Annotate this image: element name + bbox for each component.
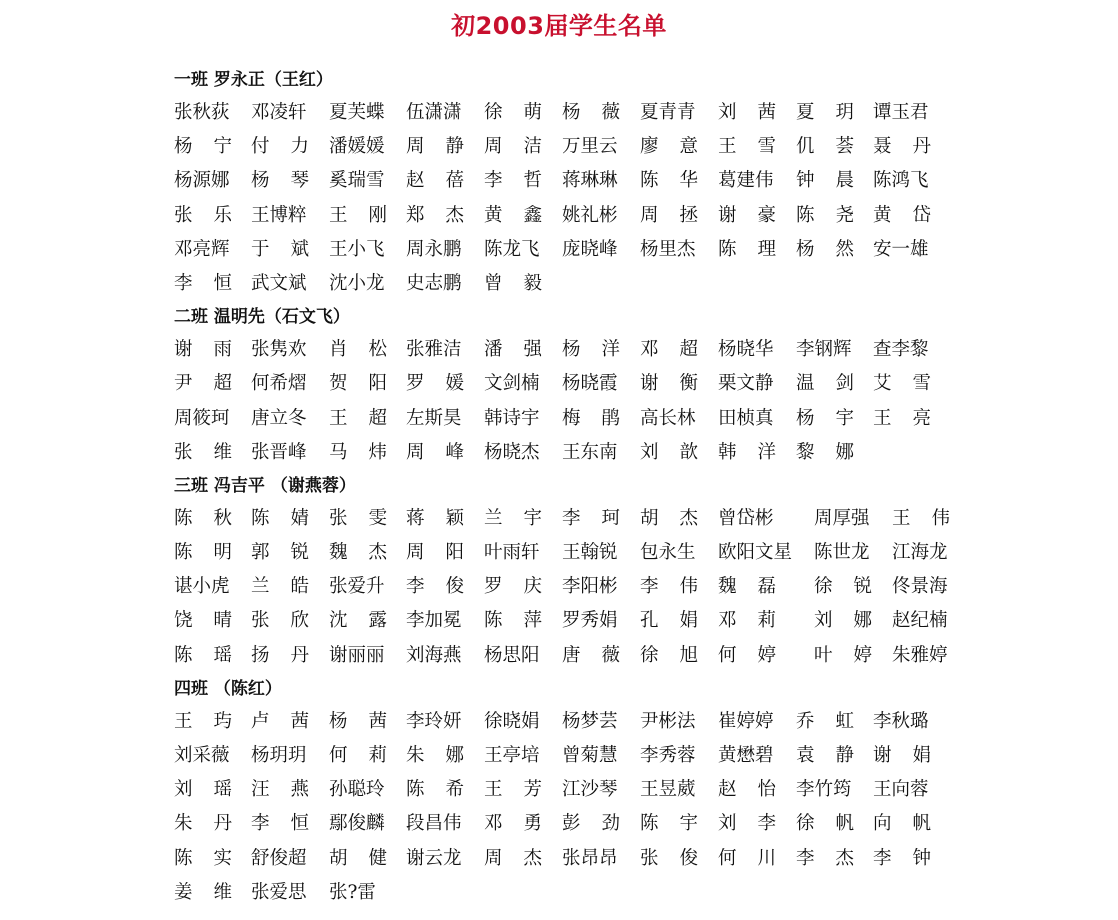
student-name: 兰 宇 xyxy=(484,507,542,529)
name-row xyxy=(174,267,1074,301)
student-name: 韩 洋 xyxy=(718,441,776,463)
student-name: 伍潇潇 xyxy=(406,102,462,123)
student-name: 张爱升 xyxy=(329,576,385,598)
student-name: 艾 雪 xyxy=(873,373,931,395)
student-name: 郑 杰 xyxy=(406,204,464,226)
student-name: 江沙琴 xyxy=(562,779,618,801)
student-name: 杨晓杰 xyxy=(484,441,540,463)
student-name: 谢 娟 xyxy=(873,745,931,766)
student-name: 谢云龙 xyxy=(406,847,462,869)
student-name: 杨梦芸 xyxy=(562,710,618,732)
student-name: 黄懋碧 xyxy=(718,745,774,766)
student-name: 贺 阳 xyxy=(329,373,387,395)
student-name: 罗 媛 xyxy=(406,373,464,395)
student-name: 杨晓华 xyxy=(718,339,774,361)
student-name: 黎 娜 xyxy=(796,441,854,463)
student-name: 何希熠 xyxy=(251,373,307,395)
student-name: 田桢真 xyxy=(718,407,774,429)
student-name: 朱 丹 xyxy=(174,813,232,835)
name-row xyxy=(174,96,1074,130)
student-name: 王 刚 xyxy=(329,204,387,226)
student-name: 鄢俊麟 xyxy=(329,813,385,835)
student-name: 李 珂 xyxy=(562,507,620,529)
student-name: 张 维 xyxy=(174,441,232,463)
student-name: 陈 理 xyxy=(718,238,776,260)
student-name: 马 炜 xyxy=(329,441,387,463)
student-name: 李钢辉 xyxy=(796,339,852,361)
student-name: 杨源娜 xyxy=(174,170,230,192)
student-name: 何 莉 xyxy=(329,745,387,766)
name-row xyxy=(174,502,1074,536)
student-name: 朱雅婷 xyxy=(892,644,948,666)
name-row xyxy=(174,876,1074,910)
student-name: 谢 雨 xyxy=(174,339,232,361)
student-name: 乔 虹 xyxy=(796,710,854,732)
student-name: 文剑楠 xyxy=(484,373,540,395)
class-header: 一班 罗永正（王红） xyxy=(174,70,333,90)
student-name: 张 欣 xyxy=(251,610,309,632)
student-name: 李 恒 xyxy=(251,813,309,835)
student-name: 杨 然 xyxy=(796,238,854,260)
student-name: 朱 娜 xyxy=(406,745,464,766)
student-name: 杨 宁 xyxy=(174,136,232,158)
class-section xyxy=(174,673,1074,910)
student-name: 罗秀娟 xyxy=(562,610,618,632)
student-name: 王 伟 xyxy=(892,507,950,529)
name-row xyxy=(174,842,1074,876)
student-name: 刘采薇 xyxy=(174,745,230,766)
student-name: 胡 杰 xyxy=(640,507,698,529)
student-name: 欧阳文星 xyxy=(718,542,793,564)
name-row xyxy=(174,807,1074,841)
student-name: 杨思阳 xyxy=(484,644,540,666)
student-name: 杨里杰 xyxy=(640,238,696,260)
name-row xyxy=(174,436,1074,470)
student-name: 魏 磊 xyxy=(718,576,776,598)
student-name: 张?雷 xyxy=(329,881,376,903)
name-row xyxy=(174,773,1074,807)
name-row xyxy=(174,367,1074,401)
student-name: 王翰锐 xyxy=(562,542,618,564)
student-name: 周 阳 xyxy=(406,542,464,564)
student-name: 李 伟 xyxy=(640,576,698,598)
student-name: 曾岱彬 xyxy=(718,507,774,529)
student-name: 夏青青 xyxy=(640,102,696,123)
student-name: 谌小虎 xyxy=(174,576,230,598)
student-name: 万里云 xyxy=(562,136,618,158)
student-name: 李加冕 xyxy=(406,610,462,632)
student-name: 陈 明 xyxy=(174,542,232,564)
student-name: 饶 晴 xyxy=(174,610,232,632)
student-name: 陈 宇 xyxy=(640,813,698,835)
student-name: 李秀蓉 xyxy=(640,745,696,766)
student-name: 邓亮辉 xyxy=(174,238,230,260)
student-name: 梅 鹃 xyxy=(562,407,620,429)
student-name: 江海龙 xyxy=(892,542,948,564)
class-section xyxy=(174,470,1074,673)
student-name: 何 婷 xyxy=(718,644,776,666)
student-name: 邓 勇 xyxy=(484,813,542,835)
student-name: 周永鹏 xyxy=(406,238,462,260)
name-row xyxy=(174,199,1074,233)
student-name: 张昂昂 xyxy=(562,847,618,869)
student-name: 陈 尧 xyxy=(796,204,854,226)
student-name: 蒋 颖 xyxy=(406,507,464,529)
student-name: 尹 超 xyxy=(174,373,232,395)
student-name: 潘 强 xyxy=(484,339,542,361)
student-name: 孔 娟 xyxy=(640,610,698,632)
student-name: 栗文静 xyxy=(718,373,774,395)
student-name: 谭玉君 xyxy=(873,102,929,123)
name-row xyxy=(174,402,1074,436)
student-name: 安一雄 xyxy=(873,238,929,260)
student-name: 史志鹏 xyxy=(406,272,462,294)
student-name: 周 洁 xyxy=(484,136,542,158)
student-name: 尹彬法 xyxy=(640,710,696,732)
student-name: 陈 希 xyxy=(406,779,464,801)
name-row xyxy=(174,570,1074,604)
student-name: 杨 宇 xyxy=(796,407,854,429)
name-row xyxy=(174,233,1074,267)
student-name: 李 俊 xyxy=(406,576,464,598)
student-name: 王 雪 xyxy=(718,136,776,158)
student-name: 扬 丹 xyxy=(251,644,309,666)
student-name: 黄 岱 xyxy=(873,204,931,226)
student-name: 向 帆 xyxy=(873,813,931,835)
class-section xyxy=(174,64,1074,301)
class-header: 三班 冯吉平 （谢燕蓉） xyxy=(174,475,356,496)
student-name: 李竹筠 xyxy=(796,779,852,801)
student-name: 张 俊 xyxy=(640,847,698,869)
student-name: 杨 薇 xyxy=(562,102,620,123)
student-name: 夏芙蝶 xyxy=(329,102,385,123)
student-name: 周 杰 xyxy=(484,847,542,869)
student-name: 包永生 xyxy=(640,542,696,564)
student-name: 廖 意 xyxy=(640,136,698,158)
student-name: 邓 超 xyxy=(640,339,698,361)
student-name: 王亭培 xyxy=(484,745,540,766)
student-name: 胡 健 xyxy=(329,847,387,869)
student-name: 谢 豪 xyxy=(718,204,776,226)
student-name: 王 芳 xyxy=(484,779,542,801)
student-name: 周 峰 xyxy=(406,441,464,463)
student-name: 李阳彬 xyxy=(562,576,618,598)
student-name: 袁 静 xyxy=(796,745,854,766)
student-name: 杨 琴 xyxy=(251,170,309,192)
student-name: 张雅洁 xyxy=(406,339,462,361)
student-name: 张秋荻 xyxy=(174,102,230,123)
student-name: 刘海燕 xyxy=(406,644,462,666)
student-name: 彭 劲 xyxy=(562,813,620,835)
student-name: 舒俊超 xyxy=(251,847,307,869)
student-name: 查李黎 xyxy=(873,339,929,361)
student-name: 陈龙飞 xyxy=(484,238,540,260)
student-list xyxy=(174,64,1074,910)
student-name: 李 哲 xyxy=(484,170,542,192)
student-name: 唐立冬 xyxy=(251,407,307,429)
student-name: 陈 实 xyxy=(174,847,232,869)
class-header: 四班 （陈红） xyxy=(174,678,282,699)
student-name: 刘 李 xyxy=(718,813,776,835)
student-name: 崔婷婷 xyxy=(718,710,774,732)
student-name: 温 剑 xyxy=(796,373,854,395)
student-name: 刘 瑶 xyxy=(174,779,232,801)
student-name: 曾 毅 xyxy=(484,272,542,294)
student-name: 周 静 xyxy=(406,136,464,158)
name-row xyxy=(174,604,1074,638)
student-name: 韩诗宇 xyxy=(484,407,540,429)
student-name: 叶雨轩 xyxy=(484,542,540,564)
student-name: 徐 锐 xyxy=(814,576,872,598)
student-name: 刘 娜 xyxy=(814,610,872,632)
student-name: 左斯昊 xyxy=(406,407,462,429)
student-name: 付 力 xyxy=(251,136,309,158)
student-name: 杨 茜 xyxy=(329,710,387,732)
student-name: 王昱葳 xyxy=(640,779,696,801)
student-name: 张 雯 xyxy=(329,507,387,529)
student-name: 张晋峰 xyxy=(251,441,307,463)
student-name: 徐 旭 xyxy=(640,644,698,666)
student-name: 李 杰 xyxy=(796,847,854,869)
student-name: 李秋璐 xyxy=(873,710,929,732)
student-name: 肖 松 xyxy=(329,339,387,361)
student-name: 沈 露 xyxy=(329,610,387,632)
name-row xyxy=(174,164,1074,198)
student-name: 王向蓉 xyxy=(873,779,929,801)
student-name: 何 川 xyxy=(718,847,776,869)
student-name: 高长林 xyxy=(640,407,696,429)
student-name: 武文斌 xyxy=(251,272,307,294)
page-title: 初2003届学生名单 xyxy=(451,12,667,40)
student-name: 李 钟 xyxy=(873,847,931,869)
student-name: 曾菊慧 xyxy=(562,745,618,766)
student-name: 蒋琳琳 xyxy=(562,170,618,192)
student-name: 夏 玥 xyxy=(796,102,854,123)
student-name: 谢 衡 xyxy=(640,373,698,395)
student-name: 王 超 xyxy=(329,407,387,429)
student-name: 周 拯 xyxy=(640,204,698,226)
student-name: 邓凌轩 xyxy=(251,102,307,123)
name-row xyxy=(174,536,1074,570)
student-name: 王小飞 xyxy=(329,238,385,260)
name-row xyxy=(174,639,1074,673)
name-row xyxy=(174,739,1074,773)
student-name: 罗 庆 xyxy=(484,576,542,598)
student-name: 魏 杰 xyxy=(329,542,387,564)
student-name: 谢丽丽 xyxy=(329,644,385,666)
student-name: 姚礼彬 xyxy=(562,204,618,226)
student-name: 王东南 xyxy=(562,441,618,463)
student-name: 陈 秋 xyxy=(174,507,232,529)
student-name: 孙聪玲 xyxy=(329,779,385,801)
student-name: 汪 燕 xyxy=(251,779,309,801)
student-name: 奚瑞雪 xyxy=(329,170,385,192)
student-name: 段昌伟 xyxy=(406,813,462,835)
student-name: 杨 洋 xyxy=(562,339,620,361)
student-name: 李 恒 xyxy=(174,272,232,294)
student-name: 陈 瑶 xyxy=(174,644,232,666)
student-name: 葛建伟 xyxy=(718,170,774,192)
student-name: 周厚强 xyxy=(814,507,870,529)
class-section xyxy=(174,301,1074,470)
student-name: 王博粹 xyxy=(251,204,307,226)
student-name: 徐 萌 xyxy=(484,102,542,123)
student-name: 赵 蓓 xyxy=(406,170,464,192)
name-row xyxy=(174,705,1074,739)
student-name: 刘 茜 xyxy=(718,102,776,123)
student-name: 陈 华 xyxy=(640,170,698,192)
student-name: 仉 荟 xyxy=(796,136,854,158)
student-name: 唐 薇 xyxy=(562,644,620,666)
student-name: 王 亮 xyxy=(873,407,931,429)
student-name: 姜 维 xyxy=(174,881,232,903)
student-name: 赵纪楠 xyxy=(892,610,948,632)
student-name: 郭 锐 xyxy=(251,542,309,564)
student-name: 陈 婧 xyxy=(251,507,309,529)
class-header: 二班 温明先（石文飞） xyxy=(174,307,350,328)
student-name: 杨玥玥 xyxy=(251,745,307,766)
student-name: 张爱思 xyxy=(251,881,307,903)
student-name: 兰 皓 xyxy=(251,576,309,598)
student-name: 潘媛媛 xyxy=(329,136,385,158)
student-name: 庞晓峰 xyxy=(562,238,618,260)
name-row xyxy=(174,333,1074,367)
student-name: 徐 帆 xyxy=(796,813,854,835)
name-row xyxy=(174,130,1074,164)
student-name: 聂 丹 xyxy=(873,136,931,158)
student-name: 刘 歆 xyxy=(640,441,698,463)
student-name: 徐晓娟 xyxy=(484,710,540,732)
student-name: 李玲妍 xyxy=(406,710,462,732)
student-name: 王 玙 xyxy=(174,710,232,732)
student-name: 邓 莉 xyxy=(718,610,776,632)
student-name: 叶 婷 xyxy=(814,644,872,666)
student-name: 张隽欢 xyxy=(251,339,307,361)
student-name: 佟景海 xyxy=(892,576,948,598)
student-name: 张 乐 xyxy=(174,204,232,226)
student-name: 赵 怡 xyxy=(718,779,776,801)
student-name: 陈 萍 xyxy=(484,610,542,632)
student-name: 钟 晨 xyxy=(796,170,854,192)
student-name: 杨晓霞 xyxy=(562,373,618,395)
student-name: 陈鸿飞 xyxy=(873,170,929,192)
student-name: 周筱珂 xyxy=(174,407,230,429)
student-name: 沈小龙 xyxy=(329,272,385,294)
student-name: 于 斌 xyxy=(251,238,309,260)
student-name: 陈世龙 xyxy=(814,542,870,564)
student-name: 卢 茜 xyxy=(251,710,309,732)
student-name: 黄 鑫 xyxy=(484,204,542,226)
